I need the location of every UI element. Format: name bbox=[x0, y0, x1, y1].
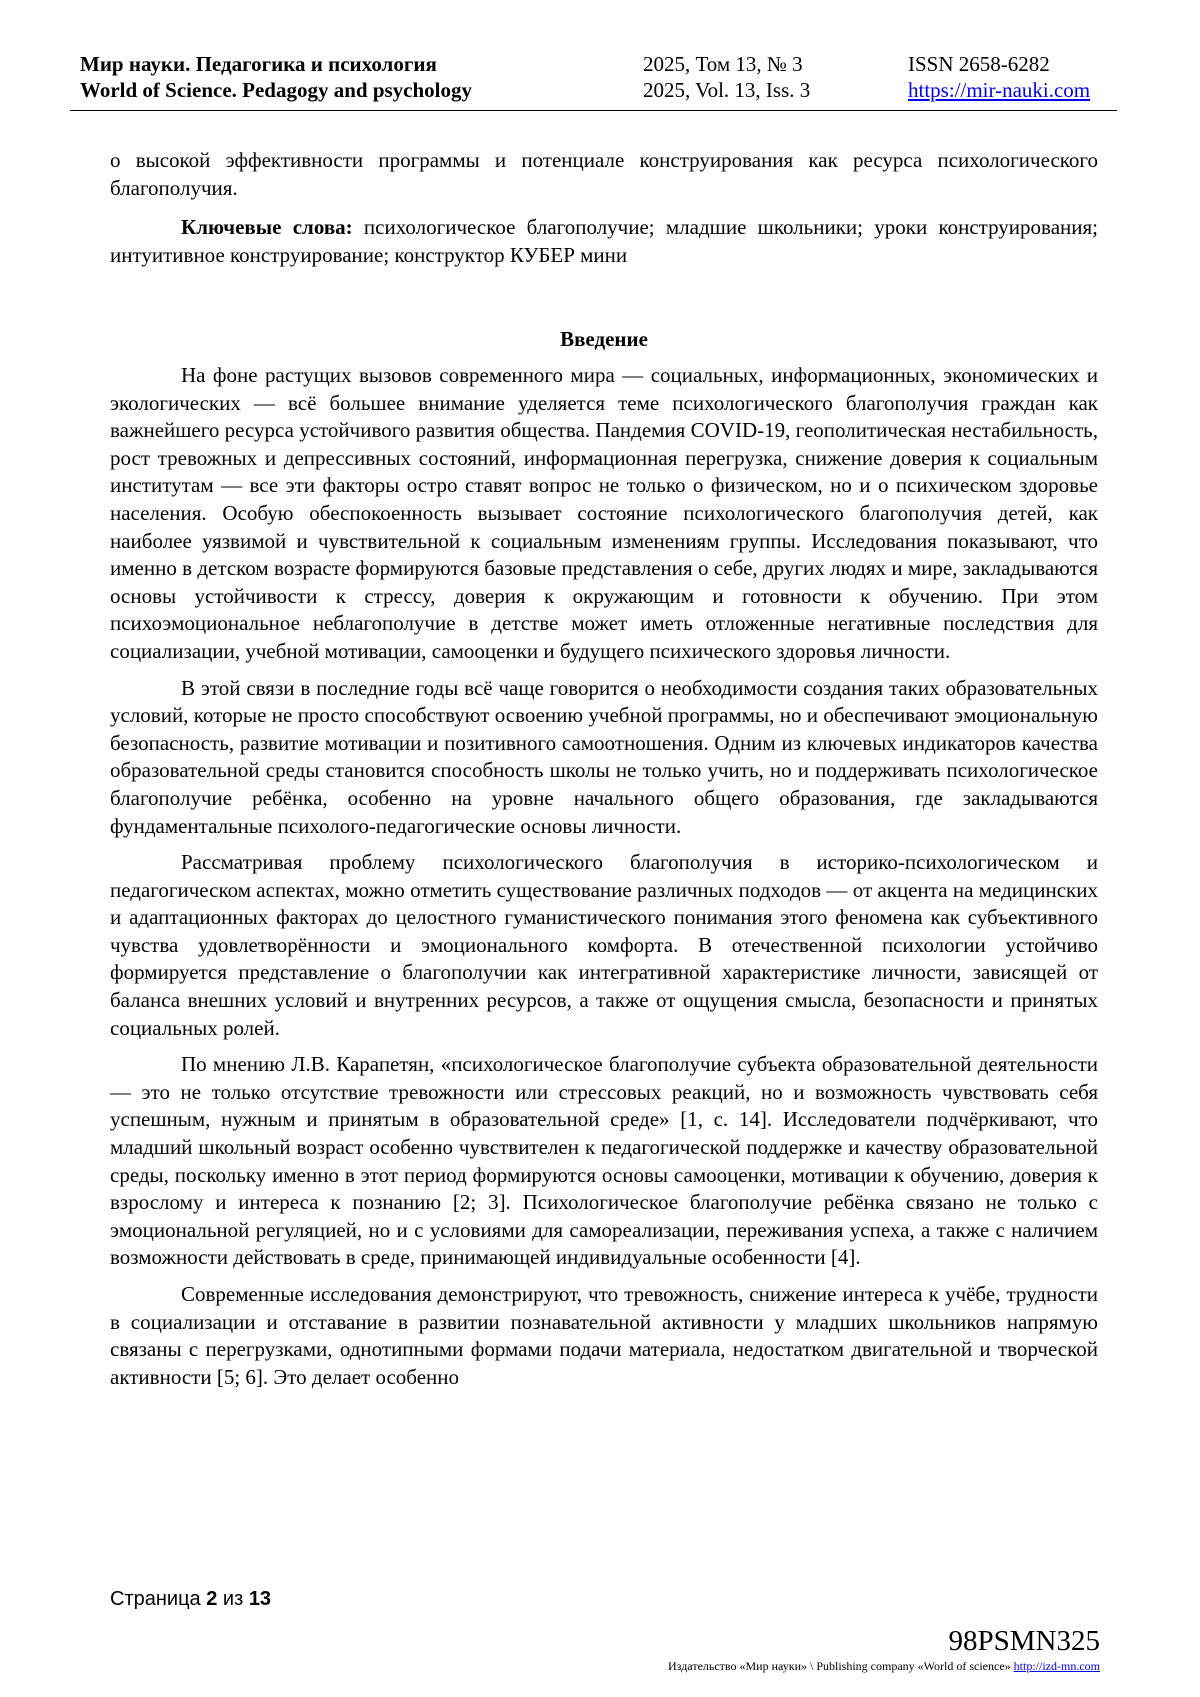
issue-en: 2025, Vol. 13, Iss. 3 bbox=[643, 78, 811, 102]
journal-title-ru: Мир науки. Педагогика и психология bbox=[80, 52, 437, 76]
paragraph: По мнению Л.В. Карапетян, «психологическое благополучие субъекта образовательной деятельности — это не только отсутствие тревожности или стрессовых реакций, но и возможность чувствовать себя успешным, нужным и принятым в образовательной среде» [1, с. 14]. Исследователи подчёркивают, что младший школьный возраст особенно чувствителен к педагогической поддержке и качеству образовательной среды, поскольку именно в этот период формируются основы самооценки, мотивации к обучению, доверия к взрослому и интереса к познанию [2; 3]. Психологическое благополучие ребёнка связано не только с эмоциональной регуляцией, но и с условиями для самореализации, переживания успеха, а также с наличием возможности действовать в среде, принимающей индивидуальные особенности [4]. bbox=[110, 1052, 1098, 1270]
keywords-text: психологическое благополучие; младшие школьники; уроки конструирования; интуитивное конструирование; конструктор КУБЕР мини bbox=[110, 215, 1098, 267]
journal-title-en: World of Science. Pedagogy and psychology bbox=[80, 78, 473, 102]
keywords bbox=[110, 214, 1098, 269]
article-code: 98PSMN325 bbox=[948, 1625, 1100, 1657]
paragraph: Рассматривая проблему психологического благополучия в историко-психологическом и педагогическом аспектах, можно отметить существование различных подходов — от акцента на медицинских и адаптационных факторах до целостного гуманистического понимания этого феномена как субъективного чувства удовлетворённости и эмоционального комфорта. В отечественной психологии устойчиво формируется представление о благополучии как интегративной характеристике личности, зависящей от баланса внешних условий и внутренних ресурсов, а также от ощущения смысла, безопасности и принятых социальных ролей. bbox=[110, 850, 1098, 1040]
publisher-name: Издательство «Мир науки» \ Publishing company «World of science» bbox=[668, 1659, 1011, 1673]
keywords-label: Ключевые слова: bbox=[181, 215, 353, 240]
page-header bbox=[70, 50, 1117, 111]
abstract-tail: о высокой эффективности программы и потенциале конструирования как ресурса психологического благополучия. bbox=[110, 148, 1098, 200]
publisher-line bbox=[668, 1659, 1100, 1673]
page-of: из bbox=[222, 1588, 244, 1610]
issue-ru: 2025, Том 13, № 3 bbox=[643, 52, 803, 76]
publisher-link[interactable]: http://izd-mn.com bbox=[1013, 1659, 1100, 1673]
page-current: 2 bbox=[206, 1588, 218, 1610]
body-text bbox=[110, 362, 1098, 1391]
page-number bbox=[110, 1587, 271, 1611]
journal-url-link[interactable]: https://mir-nauki.com bbox=[908, 78, 1091, 102]
paragraph: Современные исследования демонстрируют, что тревожность, снижение интереса к учёбе, трудности в социализации и отставание в развитии познавательной активности у младших школьников напрямую связаны с перегрузками, однотипными формами подачи материала, недостатком двигательной и творческой активности [5; 6]. Это делает особенно bbox=[110, 1282, 1098, 1389]
abstract-block bbox=[110, 147, 1098, 269]
page-label: Страница bbox=[110, 1588, 201, 1610]
issn: ISSN 2658-6282 bbox=[908, 52, 1050, 76]
paragraph: На фоне растущих вызовов современного мира — социальных, информационных, экономических и экологических — всё большее внимание уделяется теме психологического благополучия граждан как важнейшего ресурса устойчивого развития общества. Пандемия COVID-19, геополитическая нестабильность, рост тревожных и депрессивных состояний, информационная перегрузка, снижение доверия к социальным институтам — все эти факторы остро ставят вопрос не только о физическом, но и о психическом здоровье населения. Особую обеспокоенность вызывает состояние психологического благополучия детей, как наиболее уязвимой и чувствительной к социальным изменениям группы. Исследования показывают, что именно в детском возрасте формируются базовые представления о себе, других людях и мире, закладываются основы устойчивости к стрессу, доверия к окружающим и готовности к обучению. При этом психоэмоциональное неблагополучие в детстве может иметь отложенные негативные последствия для социализации, учебной мотивации, самооценки и будущего психического здоровья личности. bbox=[110, 363, 1098, 663]
page-total: 13 bbox=[248, 1588, 272, 1610]
paragraph: В этой связи в последние годы всё чаще говорится о необходимости создания таких образовательных условий, которые не просто способствуют освоению учебной программы, но и обеспечивают эмоциональную безопасность, развитие мотивации и позитивного самоотношения. Одним из ключевых индикаторов качества образовательной среды становится способность школы не только учить, но и поддерживать психологическое благополучие ребёнка, особенно на уровне начального общего образования, где закладываются фундаментальные психолого-педагогические основы личности. bbox=[110, 675, 1098, 838]
section-title: Введение bbox=[560, 327, 648, 351]
